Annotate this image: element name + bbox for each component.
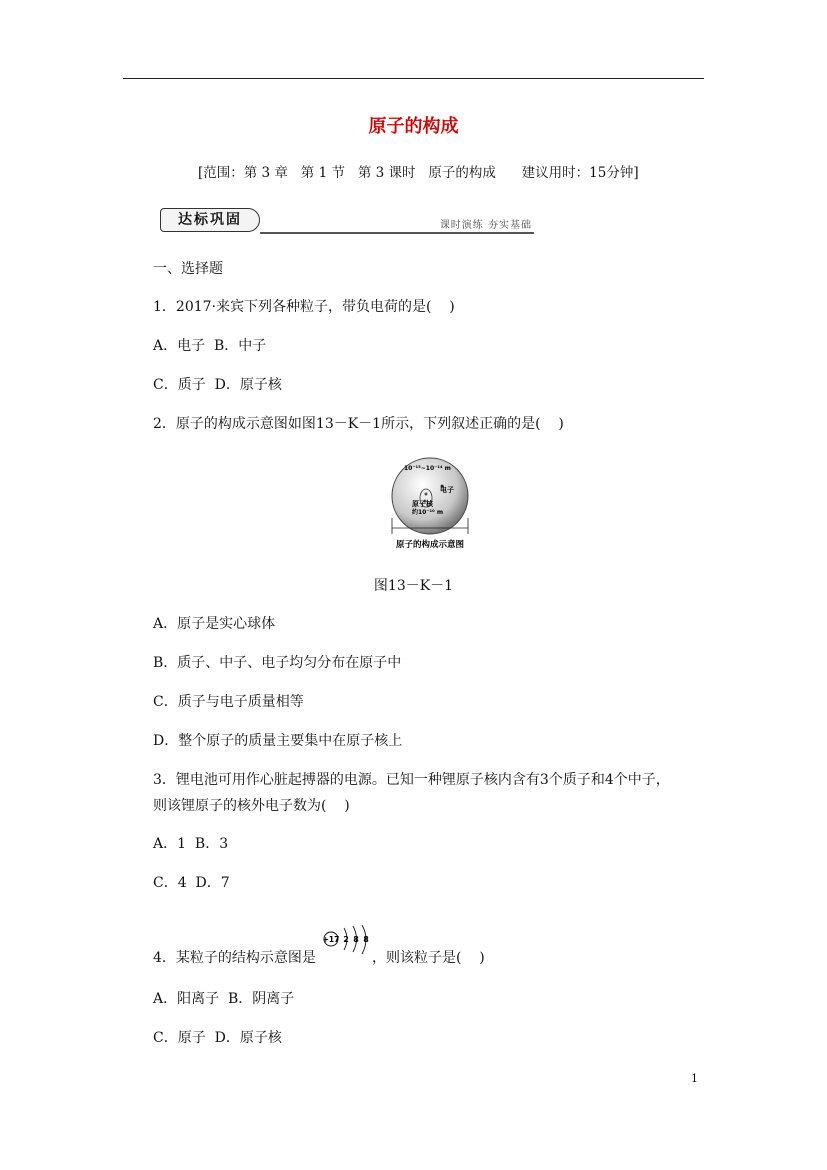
question-3-stem-line-2: 则该锂原子的核外电子数为( ) [153,798,350,814]
section-heading: 一、选择题 [153,261,223,277]
shell-2-count: 8 [353,935,359,944]
banner-label: 达标巩固 [160,208,260,232]
question-3-stem-line-1: 3．锂电池可用作心脏起搏器的电源。已知一种锂原子核内含有3个质子和4个中子， [153,772,670,788]
banner-subtitle: 课时演练 夯实基础 [439,220,532,231]
question-1-option-row-1: A．电子 B．中子 [153,338,267,354]
question-3-option-row-2: C．4 D．7 [153,875,230,891]
question-2-option-a: A．原子是实心球体 [153,616,276,632]
question-2-stem: 2．原子的构成示意图如图13－K－1所示，下列叙述正确的是( ) [153,416,564,432]
question-4-stem-end: ，则该粒子是( ) [372,950,485,966]
section-banner [160,208,534,234]
page-title: 原子的构成 [368,116,459,137]
question-4-option-row-2: C．原子 D．原子核 [153,1030,282,1046]
shell-3-count: 8 [363,935,369,944]
page-number: 1 [691,1072,698,1085]
question-1-stem: 1．2017·来宾下列各种粒子，带负电荷的是( ) [153,299,455,315]
question-1-option-row-2: C．质子 D．原子核 [153,377,282,393]
scope-line: [范围：第 3 章 第 1 节 第 3 课时 原子的构成 建议用时：15分钟] [198,165,639,181]
atom-structure-figure [380,456,480,552]
question-4-option-row-1: A．阳离子 B．阴离子 [153,991,295,1007]
banner-rule [260,232,534,234]
figure-label-electron: 电子 [440,486,454,494]
figure-inner-caption: 原子的构成示意图 [395,540,465,550]
nucleus-charge: +17 [322,935,340,944]
question-2-option-d: D．整个原子的质量主要集中在原子核上 [153,733,403,749]
question-3-option-row-1: A．1 B．3 [153,836,229,852]
question-2-option-c: C．质子与电子质量相等 [153,694,304,710]
question-4-stem-start: 4．某粒子的结构示意图是 [153,950,316,966]
shell-1-count: 2 [343,935,349,944]
question-2-option-b: B．质子、中子、电子均匀分布在原子中 [153,655,402,671]
figure-label-nucleus: 原子核 [412,500,433,508]
atom-diagram [380,456,480,552]
header-rule [123,78,704,79]
figure-label-size: 约10⁻¹⁰ m [412,509,444,516]
figure-label-top: 10⁻¹⁵~10⁻¹⁴ m [404,465,451,472]
particle-structure-diagram [322,924,374,964]
figure-caption: 图13－K－1 [373,578,454,594]
